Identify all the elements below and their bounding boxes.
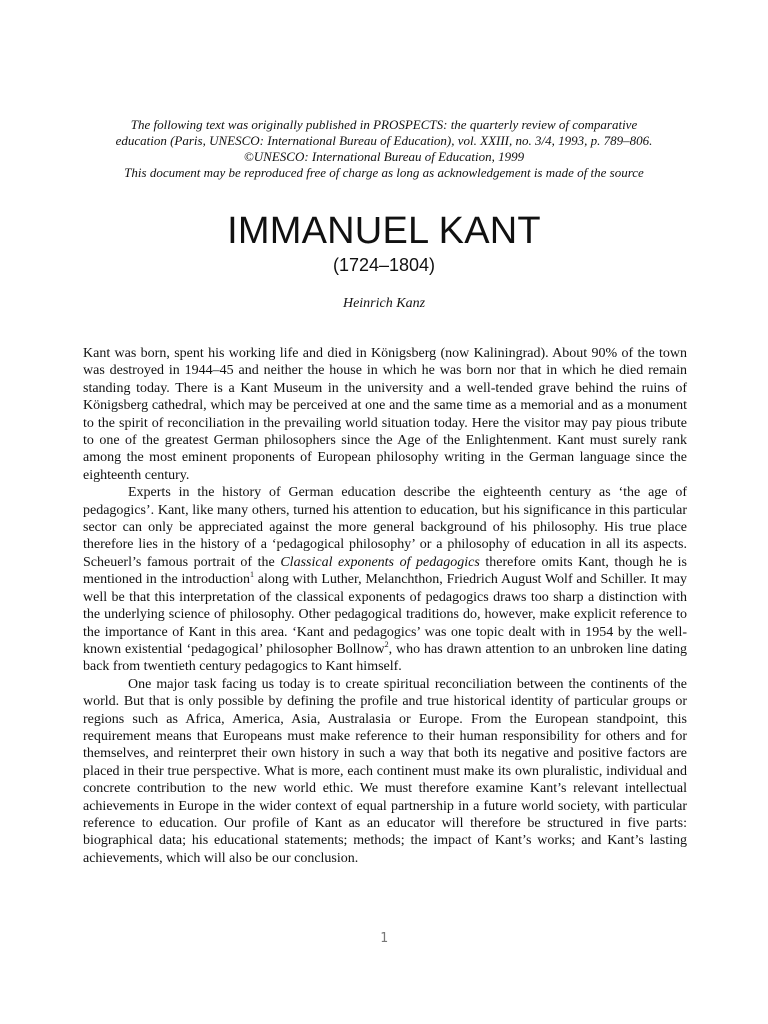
notice-line-2: education (Paris, UNESCO: International Bureau of Education), vol. XXIII, no. 3/4, 1993, p. 789–806. <box>115 133 653 148</box>
paragraph-2 <box>83 484 687 675</box>
publication-notice <box>60 117 708 181</box>
life-dates: (1724–1804) <box>332 255 436 275</box>
document-title: IMMANUEL KANT <box>227 210 541 252</box>
paragraph-3: One major task facing us today is to create spiritual reconciliation between the continents of the world. But that is only possible by defining the profile and true historical identity of particular groups or regions such as Africa, America, Asia, Australasia or Europe. From the European standpoint, this requirement means that Europeans must make reference to their human responsibility for others and for themselves, and reinterpret their own history in such a way that both its negative and positive factors are placed in their true perspective. What is more, each continent must make its own pluralistic, individual and concrete contribution to the new world ethic. We must therefore examine Kant’s relevant intellectual achievements in Europe in the wider context of equal partnership in a future world society, with particular reference to education. Our profile of Kant as an educator will therefore be structured in five parts: biographical data; his educational statements; methods; the impact of Kant’s works; and Kant’s lasting achievements, which will also be our conclusion. <box>83 676 687 866</box>
paragraph-1: Kant was born, spent his working life and died in Königsberg (now Kaliningrad). About 90% of the town was destroyed in 1944–45 and neither the house in which he was born nor that in which he died remain standing today. There is a Kant Museum in the university and a well-tended grave behind the ruins of Königsberg cathedral, which may be perceived at one and the same time as a memorial and as a monument to the spirit of reconciliation in the prevailing world situation today. Here the visitor may pay pious tribute to one of the greatest German philosophers since the Age of the Enlightenment. Kant must surely rank among the most eminent proponents of European philosophy writing in the German language since the eighteenth century. <box>83 346 687 483</box>
footnote-marker-2[interactable]: 2 <box>384 639 389 649</box>
paragraph-2-text-b: therefore omits Kant, though he is mentioned in the introduction <box>83 554 687 588</box>
paragraph-2-text-c: along with Luther, Melanchthon, Friedrich August Wolf and Schiller. It may well be that this interpretation of the classical exponents of pedagogics draws too sharp a distinction with the underlying science of philosophy. Other pedagogical traditions do, however, make explicit reference to the importance of Kant in this area. ‘Kant and pedagogics’ was one topic dealt with in 1954 by the well-known existential ‘pedagogical’ philosopher Bollnow <box>83 572 687 657</box>
page-number: 1 <box>380 931 388 946</box>
notice-line-4: This document may be reproduced free of charge as long as acknowledgement is made of the source <box>124 165 644 180</box>
notice-line-1: The following text was originally published in PROSPECTS: the quarterly review of comparative <box>130 117 638 132</box>
author-name: Heinrich Kanz <box>342 296 426 311</box>
book-title-italic: Classical exponents of pedagogics <box>280 554 480 570</box>
paragraph-2-text-d: , who has drawn attention to an unbroken line dating back from twentieth century pedagogics to Kant himself. <box>83 641 687 675</box>
footnote-marker-1[interactable]: 1 <box>249 570 254 580</box>
article-body <box>83 345 687 867</box>
paragraph-2-text-a: Experts in the history of German education describe the eighteenth century as ‘the age of pedagogics’. Kant, like many others, turned his attention to education, but his significance in this particular sector can only be appreciated against the more general background of his philosophy. His true place therefore lies in the history of a ‘pedagogical philosophy’ or a philosophy of education in all its aspects. Scheuerl’s famous portrait of the <box>83 485 687 570</box>
notice-line-3: ©UNESCO: International Bureau of Education, 1999 <box>243 149 525 164</box>
